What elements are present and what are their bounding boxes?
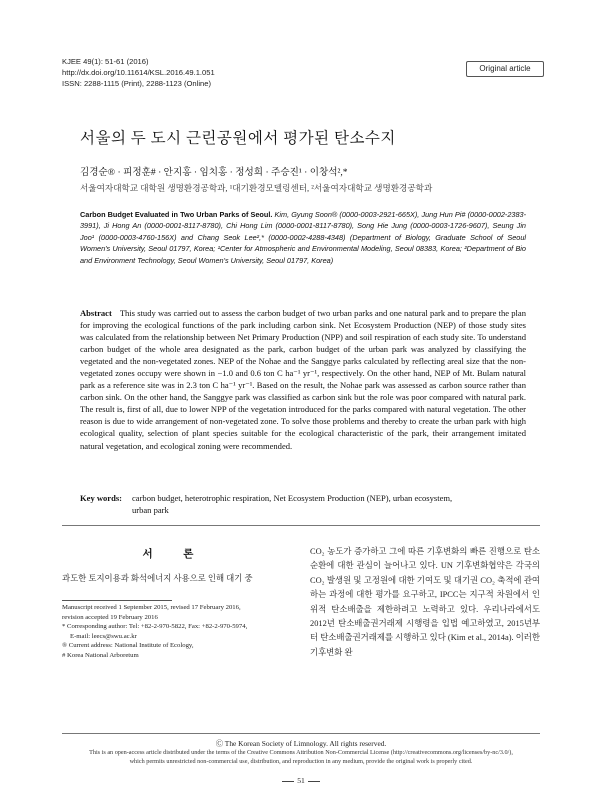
korean-authors: 김경순® · 피정훈# · 안지홍 · 임치홍 · 정성희 · 주승진¹ · 이창석²,* xyxy=(80,167,348,178)
keywords-line1: carbon budget, heterotrophic respiration, Net Ecosystem Production (NEP), urban ecosystem, xyxy=(132,493,453,503)
page-number xyxy=(62,776,540,785)
journal-citation: KJEE 49(1): 51-61 (2016) xyxy=(62,57,149,66)
english-citation-block xyxy=(80,209,526,266)
footnote-current-address: ® Current address: National Institute of Ecology, xyxy=(62,642,194,650)
doi-link[interactable]: http://dx.doi.org/10.11614/KSL.2016.49.1.051 xyxy=(62,67,215,77)
footnote-arboretum: # Korea National Arboretum xyxy=(62,651,139,659)
intro-heading: 서 론 xyxy=(142,549,208,560)
footer-divider xyxy=(62,733,540,734)
abstract-label: Abstract xyxy=(80,308,112,318)
abstract xyxy=(80,307,526,452)
english-title: Carbon Budget Evaluated in Two Urban Parks of Seoul. xyxy=(80,210,273,219)
intro-right-text: CO₂ 농도가 증가하고 그에 따른 기후변화의 빠른 진행으로 탄소순환에 대한 관심이 늘어나고 있다. UN 기후변화협약은 각국의 CO₂ 발생원 및 고정원에 대한 기여도 및 대기권 CO₂ 축적에 관여하는 과정에 대한 평가를 요구하고, IPCC는 지구적 차원에서 인위적 탄소배출을 제한하려고 노력하고 있다. 우리나라에서도 2012년 탄소배출권거래제 시행령을 입법 예고하였고, 2015년부터 탄소배출권거래제를 시행하고 있다 (Kim et al., 2014a). 이러한 기후변화 완 xyxy=(310,547,540,657)
issn-line: ISSN: 2288-1115 (Print), 2288-1123 (Online) xyxy=(62,78,212,88)
footnote-accepted: revision accepted 19 February 2016 xyxy=(62,613,158,621)
footnotes xyxy=(62,603,288,661)
journal-header xyxy=(62,57,215,89)
english-authors: Kim, Gyung Soon® (0000-0003-2921-665X), Jung Hun Pi# (0000-0002-2383-3991), Ji Hong An (0000-0001-8117-8780), Chi Hong Lim (0000-0001-8117-8780), Song Hie Jung (0000-0003-1726-9607), Seung Jin Joo¹ (0000-0003-4760-156X) and Chang Seok Lee²,* (0000-0002-4288-4348) xyxy=(80,210,526,242)
intro-left-text: 과도한 토지이용과 화석에너지 사용으로 인해 대기 중 xyxy=(62,574,253,583)
page-dash-left xyxy=(282,781,294,782)
footnote-corresponding: * Corresponding author: Tel: +82-2-970-5822, Fax: +82-2-970-5974, xyxy=(62,623,248,631)
section-divider xyxy=(62,525,540,526)
footnote-received: Manuscript received 1 September 2015, revised 17 February 2016, xyxy=(62,604,241,611)
english-affiliations: (Department of Biology, Graduate School of Seoul Women's University, Seoul 01797, Korea; ¹Center for Atmospheric and Environmental Modeling, Seoul 08383, Korea; ²Department of Bio and Environment Technology, Seoul Women's University, Seoul 01797, Korea) xyxy=(80,232,526,265)
footnote-email[interactable]: E-mail: leecs@swu.ac.kr xyxy=(70,632,137,640)
page-number-value: 51 xyxy=(297,776,305,785)
korean-title: 서울의 두 도시 근린공원에서 평가된 탄소수지 xyxy=(80,130,396,147)
page-dash-right xyxy=(308,781,320,782)
footnote-divider xyxy=(62,600,172,601)
korean-affiliations: 서울여자대학교 대학원 생명환경공학과, ¹대기환경모델링센터, ²서울여자대학교 생명환경공학과 xyxy=(80,183,433,193)
keywords xyxy=(80,493,526,516)
copyright-notice: Ⓒ The Korean Society of Limnology. All rights reserved. xyxy=(215,739,387,748)
abstract-text: This study was carried out to assess the carbon budget of two urban parks and one natural park and to prepare the plan for improving the ecological functions of the park including carbon sink. Net Ecosystem Production (NEP) of those study sites was calculated from the relationship between Net Primary Production (NPP) and soil respiration of each study site. To understand carbon budget of the whole area designated as the park, carbon budget of the urban park was analyzed by classifying the vegetated and the non-vegetated zones. NEP of the Nohae and the Sanggye parks calculated by reflecting areal size that the non-vegetated zones occupy were shown in −1.0 and 0.6 ton C ha⁻¹ yr⁻¹, respectively. On the other hand, NEP of Mt. Bulam natural park as a reference site was in 2.3 ton C ha⁻¹ yr⁻¹. Based on the result, the Nohae park was assessed as carbon source rather than carbon sink. On the other hand, the Sanggye park was classified as carbon sink but the role was poor compared with natural park. The result is, first of all, due to lower NPP of the vegetation introduced for the parks compared with natural vegetation. The other reason is due to wide arrangement of non-vegetated zone. To solve those problems and thereby to create the urban park with high ecological quality, selection of plant species suitable for the ecological characteristic of the park, their arrangement imitated natural vegetation, and ecological zoning were recommended. xyxy=(80,308,526,451)
license-line2: which permits unrestricted non-commercial use, distribution, and reproduction in any medium, provide the original work is properly cited. xyxy=(129,757,473,765)
intro-right-column xyxy=(310,545,540,660)
license-line1: This is an open-access article distributed under the terms of the Creative Commons Attribution Non-Commercial License (http://creativecommons.org/licenses/by-nc/3.0/), xyxy=(89,749,513,756)
article-type-badge: Original article xyxy=(466,61,544,77)
keywords-line2: urban park xyxy=(132,504,169,515)
license-notice xyxy=(62,749,540,766)
keywords-label: Key words: xyxy=(80,493,123,503)
